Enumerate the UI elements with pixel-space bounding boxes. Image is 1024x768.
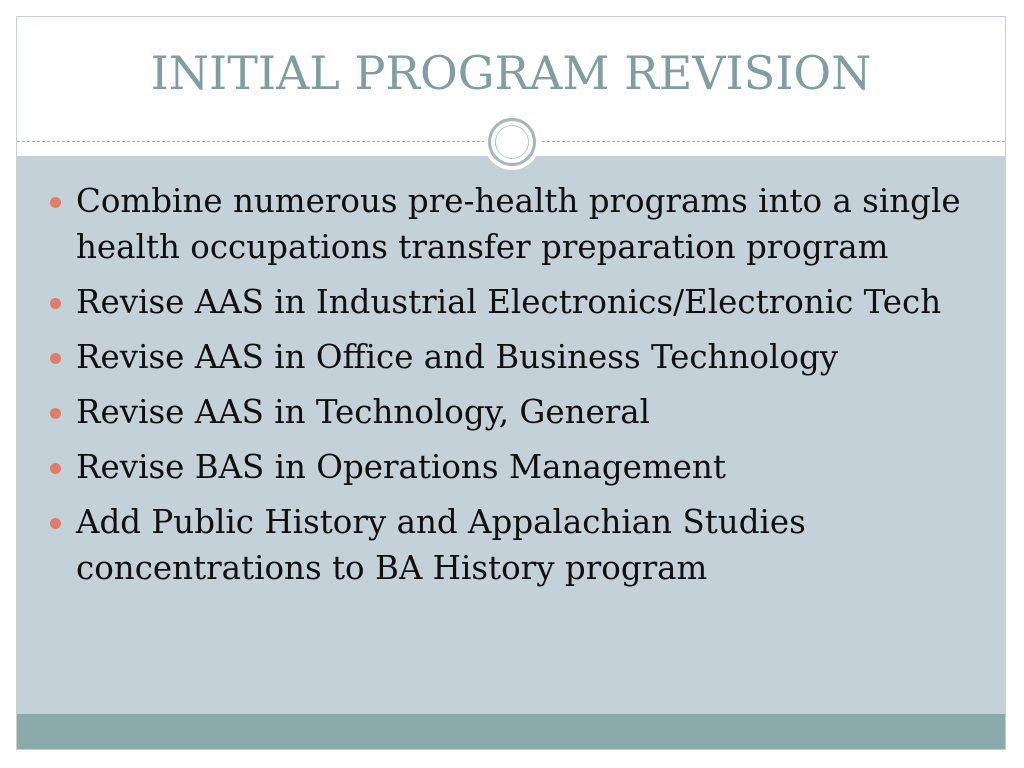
bullet-item — [46, 444, 986, 490]
bullet-text: Combine numerous pre-health programs into a single health occupations transfer preparation program — [76, 182, 961, 266]
slide-title: INITIAL PROGRAM REVISION — [150, 46, 872, 100]
bullet-item — [46, 389, 986, 435]
ornament-ring — [488, 118, 536, 166]
bullet-text: Revise AAS in Office and Business Technology — [76, 338, 839, 376]
bullet-item — [46, 178, 986, 270]
bullet-item — [46, 334, 986, 380]
bullet-dot-icon — [50, 463, 61, 474]
bullet-dot-icon — [50, 197, 61, 208]
bullet-item — [46, 499, 986, 591]
bullet-dot-icon — [50, 353, 61, 364]
bullet-text: Revise AAS in Industrial Electronics/Electronic Tech — [76, 283, 942, 321]
bullet-dot-icon — [50, 408, 61, 419]
bullet-text: Revise AAS in Technology, General — [76, 393, 651, 431]
ornament-inner-ring — [495, 125, 529, 159]
bullet-dot-icon — [50, 518, 61, 529]
bullet-dot-icon — [50, 298, 61, 309]
bullet-list — [46, 178, 986, 600]
circle-ornament-icon — [484, 114, 540, 170]
bullet-item — [46, 279, 986, 325]
footer-band — [17, 714, 1005, 749]
bullet-text: Revise BAS in Operations Management — [76, 448, 726, 486]
bullet-text: Add Public History and Appalachian Studies concentrations to BA History program — [76, 503, 806, 587]
